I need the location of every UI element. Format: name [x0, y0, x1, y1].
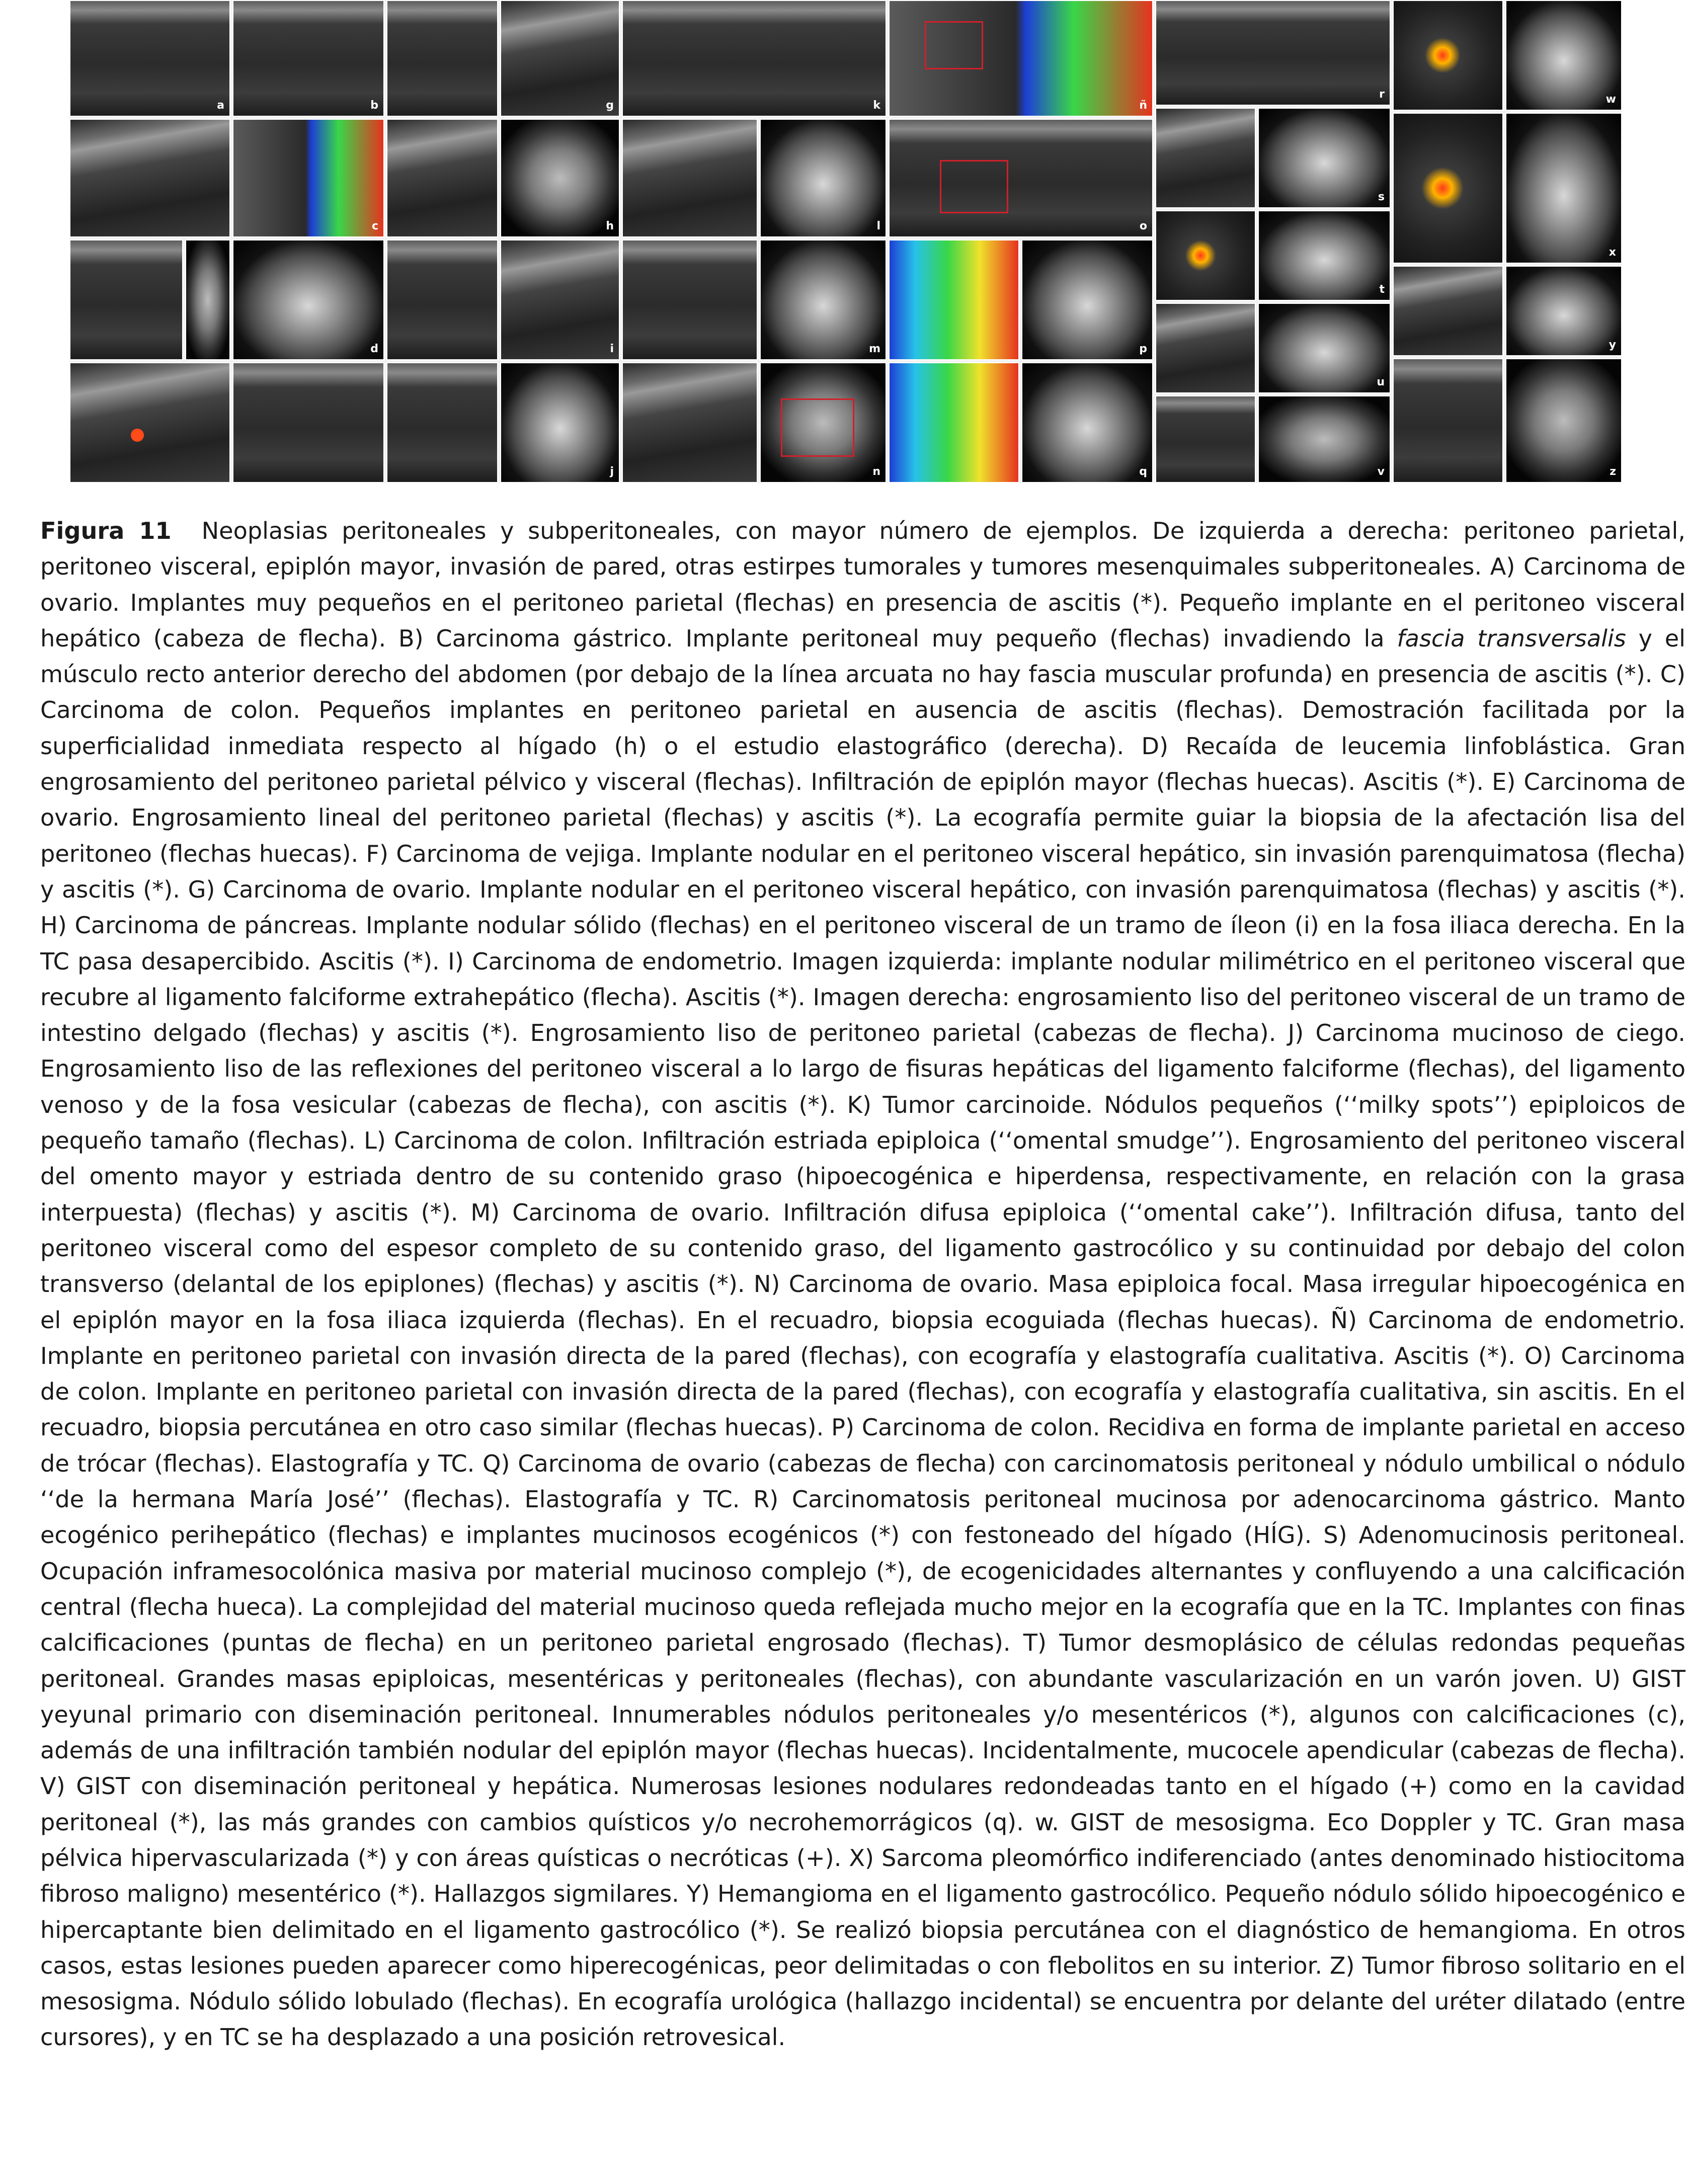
figure-caption [40, 513, 1685, 2056]
panel-letter-w: w [1605, 93, 1616, 106]
panel-c [232, 119, 384, 237]
panel-q-left [889, 362, 1019, 483]
panel-letter-d: d [370, 343, 378, 355]
panel-d-ct [232, 239, 384, 360]
panel-h-left [386, 119, 498, 237]
panel-letter-n: n [872, 465, 880, 478]
panel-d-left [69, 239, 183, 360]
panel-q-right [1021, 362, 1153, 483]
panel-letter-b: b [370, 99, 378, 112]
panel-letter-y: y [1609, 339, 1616, 351]
panel-letter-l: l [876, 220, 880, 232]
panel-u-left [1155, 303, 1256, 393]
panel-i-left [386, 239, 498, 360]
panel-l-right [760, 119, 887, 237]
panel-x-left [1393, 113, 1503, 264]
panel-p-right [1021, 239, 1153, 360]
panel-u-right [1258, 303, 1391, 393]
panel-j-left [386, 362, 498, 483]
panel-letter-ñ: ñ [1139, 99, 1147, 112]
panel-p-left [889, 239, 1019, 360]
panel-d-right [185, 239, 230, 360]
panel-w-left [1393, 0, 1503, 111]
panel-y-left [1393, 266, 1503, 356]
caption-text-continued: y el músculo recto anterior derecho del abdomen (por debajo de la línea arcuata no hay fascia muscular profunda) en presencia de ascitis (*). C) Carcinoma de colon. Pequeños implantes en peritoneo parietal en ausencia de ascitis (flechas). Demostración facilitada por la superficialidad inmediata respecto al hígado (h) o el estudio elastográfico (derecha). D) Recaída de leucemia linfoblástica. Gran engrosamiento del peritoneo parietal pélvico y visceral (flechas). Infiltración de epiplón mayor (flechas huecas). Ascitis (*). E) Carcinoma de ovario. Engrosamiento lineal del peritoneo parietal (flechas) y ascitis (*). La ecografía permite guiar la biopsia de la afectación lisa del peritoneo (flechas huecas). F) Carcinoma de vejiga. Implante nodular en el peritoneo visceral hepático, sin invasión parenquimatosa (flecha) y ascitis (*). G) Carcinoma de ovario. Implante nodular en el peritoneo visceral hepático, con invasión parenquimatosa (flechas) y ascitis (*). H) Carcinoma de páncreas. Implante nodular sólido (flechas) en el peritoneo visceral de un tramo de íleon (i) en la fosa iliaca derecha. En la TC pasa desapercibido. Ascitis (*). I) Carcinoma de endometrio. Imagen izquierda: implante nodular milimétrico en el peritoneo visceral que recubre al ligamento falciforme extrahepático (flecha). Ascitis (*). Imagen derecha: engrosamiento liso del peritoneo visceral de un tramo de intestino delgado (flechas) y ascitis (*). Engrosamiento liso de peritoneo parietal (cabezas de flecha). J) Carcinoma mucinoso de ciego. Engrosamiento liso de las reflexiones del peritoneo visceral a lo largo de fisuras hepáticas del ligamento falciforme (flechas), del ligamento venoso y de la fosa vesicular (cabezas de flecha), con ascitis (*). K) Tumor carcinoide. Nódulos pequeños (‘‘milky spots’’) epiploicos de pequeño tamaño (flechas). L) Carcinoma de colon. Infiltración estriada epiploica (‘‘omental smudge’’). Engrosamiento del peritoneo visceral del omento mayor y estriada dentro de su contenido graso (hipoecogénica e hiperdensa, respectivamente, en relación con la grasa interpuesta) (flechas) y ascitis (*). M) Carcinoma de ovario. Infiltración difusa epiploica (‘‘omental cake’’). Infiltración difusa, tanto del peritoneo visceral como del espesor completo de su contenido graso, del ligamento gastrocólico y su continuidad por debajo del colon transverso (delantal de los epiplones) (flechas) y ascitis (*). N) Carcinoma de ovario. Masa epiploica focal. Masa irregular hipoecogénica en el epiplón mayor en la fosa iliaca izquierda (flechas). En el recuadro, biopsia ecoguiada (flechas huecas). Ñ) Carcinoma de endometrio. Implante en peritoneo parietal con invasión directa de la pared (flechas), con ecografía y elastografía cualitativa. Ascitis (*). O) Carcinoma de colon. Implante en peritoneo parietal con invasión directa de la pared (flechas), con ecografía y elastografía cualitativa, sin ascitis. En el recuadro, biopsia percutánea en otro caso similar (flechas huecas). P) Carcinoma de colon. Recidiva en forma de implante parietal en acceso de trócar (flechas). Elastografía y TC. Q) Carcinoma de ovario (cabezas de flecha) con carcinomatosis peritoneal y nódulo umbilical o nódulo ‘‘de la hermana María José’’ (flechas). Elastografía y TC. R) Carcinomatosis peritoneal mucinosa por adenocarcinoma gástrico. Manto ecogénico perihepático (flechas) e implantes mucinosos ecogénicos (*) con festoneado del hígado (HÍG). S) Adenomucinosis peritoneal. Ocupación inframesocolónica masiva por material mucinoso complejo (*), de ecogenicidades alternantes y confluyendo a una calcificación central (flecha hueca). La complejidad del material mucinoso queda reflejada mucho mejor en la ecografía que en la TC. Implantes con finas calcificaciones (puntas de flecha) en un peritoneo parietal engrosado (flechas). T) Tumor desmoplásico de células redondas pequeñas peritoneal. Grandes masas epiploicas, mesentéricas y peritoneales (flechas), con abundante vascularización en un varón joven. U) GIST yeyunal primario con diseminación peritoneal. Innumerables nódulos peritoneales y/o mesentéricos (*), algunos con calcificaciones (c), además de una infiltración también nodular del epiplón mayor (flechas huecas). Incidentalmente, mucocele apendicular (cabezas de flecha). V) GIST con diseminación peritoneal y hepática. Numerosas lesiones nodulares redondeadas tanto en el hígado (+) como en la cavidad peritoneal (*), las más grandes con cambios quísticos y/o necrohemorrágicos (q). w. GIST de mesosigma. Eco Doppler y TC. Gran masa pélvica hipervascularizada (*) y con áreas quísticas o necróticas (+). X) Sarcoma pleomórfico indiferenciado (antes denominado histiocitoma fibroso maligno) mesentérico (*). Hallazgos sigmilares. Y) Hemangioma en el ligamento gastrocólico. Pequeño nódulo sólido hipoecogénico e hipercaptante bien delimitado en el ligamento gastrocólico (*). Se realizó biopsia percutánea con el diagnóstico de hemangioma. En otros casos, estas lesiones pueden aparecer como hiperecogénicas, peor delimitadas o con flebolitos en su interior. Z) Tumor fibroso solitario en el mesosigma. Nódulo sólido lobulado (flechas). En ecografía urológica (hallazgo incidental) se encuentra por delante del uréter dilatado (entre cursores), y en TC se ha desplazado a una posición retrovesical. [40, 624, 1686, 2051]
panel-v-right [1258, 395, 1391, 483]
panel-t-left [1155, 210, 1256, 301]
panel-z-right [1505, 358, 1622, 483]
panel-m-right [760, 239, 887, 360]
caption-italic-term: fascia transversalis [1397, 624, 1626, 652]
panel-e [69, 362, 230, 483]
panel-letter-x: x [1609, 246, 1616, 259]
panel-ñ [889, 0, 1153, 117]
panel-letter-h: h [606, 220, 614, 232]
panel-letter-i: i [610, 343, 614, 355]
panel-r [1155, 0, 1391, 106]
panel-g-left [386, 0, 498, 117]
panel-y-right [1505, 266, 1622, 356]
panel-f [232, 362, 384, 483]
panel-letter-v: v [1377, 465, 1385, 478]
panel-v-left [1155, 395, 1256, 483]
panel-letter-p: p [1139, 343, 1147, 355]
panel-z-left [1393, 358, 1503, 483]
panel-letter-a: a [217, 99, 224, 112]
panel-letter-g: g [606, 99, 614, 112]
caption-text: Neoplasias peritoneales y subperitoneales, con mayor número de ejemplos. De izquierda a derecha: peritoneo parietal, peritoneo visceral, epiplón mayor, invasión de pared, otras estirpes tumorales y tumores mesenquimales subperitoneales. A) Carcinoma de ovario. Implantes muy pequeños en el peritoneo parietal (flechas) en presencia de ascitis (*). Pequeño implante en el peritoneo visceral hepático (cabeza de flecha). B) Carcinoma gástrico. Implante peritoneal muy pequeño (flechas) invadiendo la [40, 517, 1685, 652]
panel-n-right [760, 362, 887, 483]
panel-letter-k: k [873, 99, 880, 112]
panel-letter-u: u [1377, 376, 1385, 388]
panel-s-right [1258, 108, 1391, 208]
panel-letter-q: q [1139, 465, 1147, 478]
panel-l-left [622, 119, 758, 237]
figure-11-image-grid [69, 0, 1622, 483]
panel-letter-t: t [1379, 283, 1385, 296]
panel-g-right [500, 0, 620, 117]
panel-h-right [500, 119, 620, 237]
panel-letter-m: m [869, 343, 880, 355]
panel-letter-c: c [371, 220, 378, 232]
panel-s-left [1155, 108, 1256, 208]
panel-m-left [622, 239, 758, 360]
panel-w-right [1505, 0, 1622, 111]
panel-letter-j: j [610, 465, 614, 478]
panel-letter-r: r [1379, 88, 1385, 101]
panel-k [622, 0, 887, 117]
panel-o [889, 119, 1153, 237]
panel-x-right [1505, 113, 1622, 264]
panel-n-left [622, 362, 758, 483]
figure-label: Figura 11 [40, 517, 172, 544]
panel-j-right [500, 362, 620, 483]
panel-i-right [500, 239, 620, 360]
panel-letter-z: z [1610, 465, 1616, 478]
panel-letter-o: o [1139, 220, 1147, 232]
panel-letter-s: s [1378, 191, 1385, 203]
panel-t-right [1258, 210, 1391, 301]
panel-b [69, 119, 230, 237]
panel-a-right [232, 0, 384, 117]
panel-a [69, 0, 230, 117]
